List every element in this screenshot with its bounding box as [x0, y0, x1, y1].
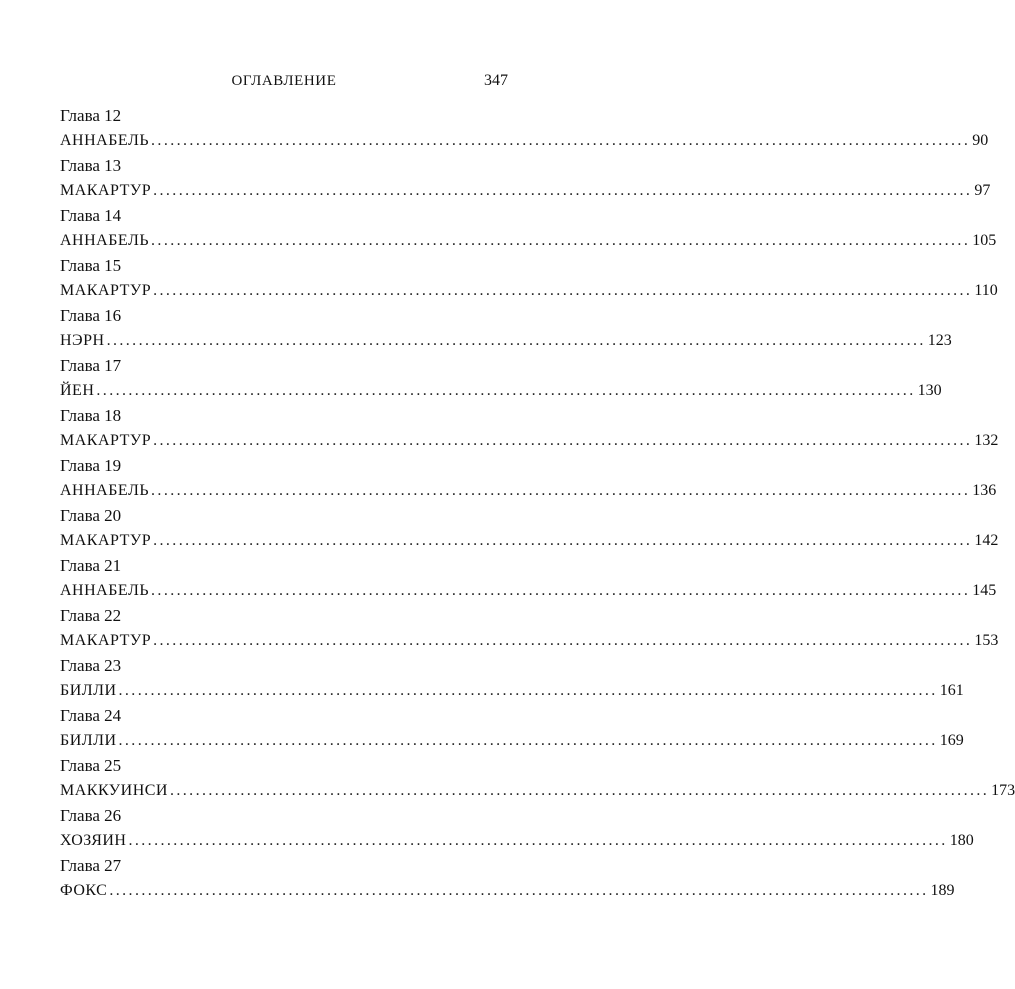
chapter-label: Глава 14 [60, 206, 122, 225]
toc-entry [60, 253, 998, 303]
toc-line [60, 228, 997, 253]
chapter-title: МАКАРТУР [60, 532, 152, 549]
chapter-label: Глава 22 [60, 606, 122, 625]
toc-line [60, 878, 955, 903]
chapter-label: Глава 18 [60, 406, 122, 425]
toc-entry [60, 853, 955, 903]
toc-line [60, 328, 952, 353]
chapter-page-number: 189 [930, 882, 955, 899]
chapter-title: МАККУИНСИ [60, 782, 168, 799]
chapter-label: Глава 13 [60, 156, 122, 175]
toc-entry [60, 303, 952, 353]
toc-line [60, 378, 942, 403]
chapter-label: Глава 16 [60, 306, 122, 325]
chapter-page-number: 169 [939, 732, 964, 749]
chapter-title: МАКАРТУР [60, 432, 152, 449]
toc-line [60, 778, 1015, 803]
toc-entry [60, 503, 999, 553]
dot-leader: ................................................................................................................................ [169, 782, 990, 799]
page-number: 347 [484, 72, 508, 89]
dot-leader: ................................................................................................................................ [153, 432, 973, 449]
toc-entry [60, 353, 942, 403]
dot-leader: ................................................................................................................................ [118, 732, 938, 749]
dot-leader: ................................................................................................................................ [153, 532, 973, 549]
toc-line [60, 828, 974, 853]
chapter-page-number: 161 [939, 682, 964, 699]
toc-line [60, 728, 964, 753]
running-head [60, 68, 508, 94]
toc-line [60, 128, 989, 153]
chapter-page-number: 145 [972, 582, 997, 599]
dot-leader: ................................................................................................................................ [153, 182, 973, 199]
toc-line [60, 578, 997, 603]
chapter-label: Глава 24 [60, 706, 122, 725]
toc-entry [60, 603, 999, 653]
chapter-title: АННАБЕЛЬ [60, 582, 150, 599]
toc-entry [60, 653, 964, 703]
chapter-label: Глава 15 [60, 256, 122, 275]
toc-line [60, 278, 998, 303]
toc-line [60, 678, 964, 703]
chapter-label: Глава 26 [60, 806, 122, 825]
dot-leader: ................................................................................................................................ [151, 582, 971, 599]
chapter-title: ЙЕН [60, 382, 95, 399]
toc-entry [60, 403, 999, 453]
chapter-page-number: 142 [974, 532, 999, 549]
chapter-label: Глава 20 [60, 506, 122, 525]
toc-entry [60, 203, 997, 253]
toc-line [60, 528, 999, 553]
toc-entry [60, 153, 991, 203]
chapter-page-number: 180 [949, 832, 974, 849]
toc-line [60, 628, 999, 653]
toc-entry [60, 453, 997, 503]
chapter-page-number: 97 [974, 182, 991, 199]
dot-leader: ................................................................................................................................ [153, 632, 973, 649]
chapter-title: МАКАРТУР [60, 632, 152, 649]
chapter-page-number: 130 [917, 382, 942, 399]
chapter-title: АННАБЕЛЬ [60, 482, 150, 499]
chapter-label: Глава 21 [60, 556, 122, 575]
dot-leader: ................................................................................................................................ [96, 382, 916, 399]
chapter-label: Глава 12 [60, 106, 122, 125]
chapter-title: МАКАРТУР [60, 282, 152, 299]
chapter-label: Глава 17 [60, 356, 122, 375]
chapter-title: БИЛЛИ [60, 732, 117, 749]
chapter-label: Глава 25 [60, 756, 122, 775]
toc-entry [60, 553, 997, 603]
dot-leader: ................................................................................................................................ [151, 232, 971, 249]
chapter-title: БИЛЛИ [60, 682, 117, 699]
toc-line [60, 428, 999, 453]
chapter-label: Глава 23 [60, 656, 122, 675]
chapter-page-number: 123 [927, 332, 952, 349]
chapter-page-number: 105 [972, 232, 997, 249]
page-title: ОГЛАВЛЕНИЕ [231, 73, 337, 89]
dot-leader: ................................................................................................................................ [128, 832, 948, 849]
toc-entry [60, 103, 989, 153]
toc-entry [60, 753, 1015, 803]
chapter-title: АННАБЕЛЬ [60, 232, 150, 249]
toc-entry [60, 703, 964, 753]
dot-leader: ................................................................................................................................ [151, 132, 971, 149]
chapter-title: МАКАРТУР [60, 182, 152, 199]
chapter-title: АННАБЕЛЬ [60, 132, 150, 149]
toc-line [60, 478, 997, 503]
dot-leader: ................................................................................................................................ [118, 682, 938, 699]
chapter-label: Глава 19 [60, 456, 122, 475]
chapter-page-number: 153 [974, 632, 999, 649]
chapter-page-number: 173 [991, 782, 1015, 799]
chapter-title: НЭРН [60, 332, 105, 349]
chapter-page-number: 90 [972, 132, 989, 149]
dot-leader: ................................................................................................................................ [109, 882, 929, 899]
dot-leader: ................................................................................................................................ [106, 332, 926, 349]
toc-entry [60, 803, 974, 853]
toc-line [60, 178, 991, 203]
dot-leader: ................................................................................................................................ [153, 282, 973, 299]
chapter-label: Глава 27 [60, 856, 122, 875]
dot-leader: ................................................................................................................................ [151, 482, 971, 499]
chapter-title: ФОКС [60, 882, 108, 899]
chapter-title: ХОЗЯИН [60, 832, 127, 849]
chapter-page-number: 136 [972, 482, 997, 499]
chapter-page-number: 110 [974, 282, 998, 299]
chapter-page-number: 132 [974, 432, 999, 449]
table-of-contents [60, 103, 1015, 903]
